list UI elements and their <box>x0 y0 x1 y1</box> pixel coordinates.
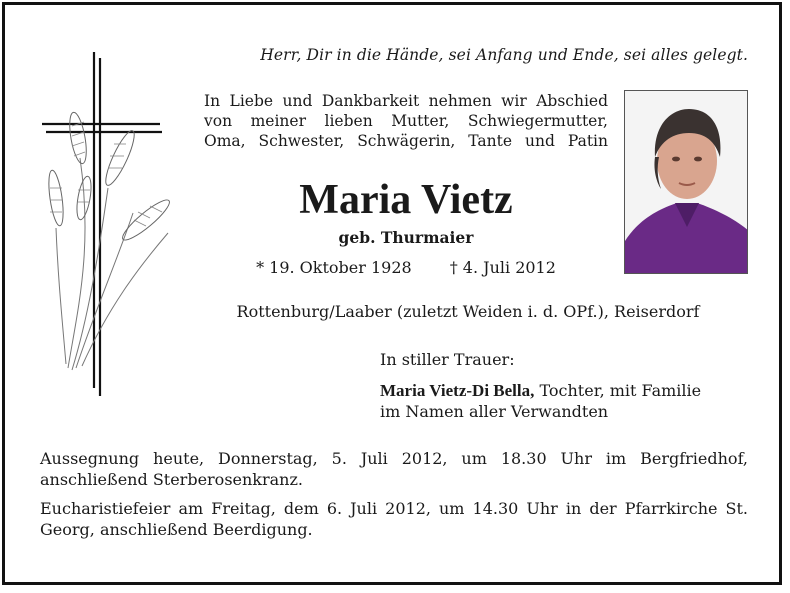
death-date: † 4. Juli 2012 <box>449 258 556 277</box>
mourning-label: In stiller Trauer: <box>380 350 515 369</box>
birth-date: * 19. Oktober 1928 <box>256 258 412 277</box>
maiden-name: geb. Thurmaier <box>338 228 474 247</box>
motto: Herr, Dir in die Hände, sei Anfang und Ende, sei alles gelegt. <box>260 46 748 64</box>
intro-line: In Liebe und Dankbarkeit nehmen wir Abschied <box>204 92 608 110</box>
intro-line: von meiner lieben Mutter, Schwiegermutter, <box>204 112 608 130</box>
intro-text <box>204 91 608 151</box>
funeral-blessing-info: Aussegnung heute, Donnerstag, 5. Juli 2012, um 18.30 Uhr im Bergfriedhof, anschließend Sterberosenkranz. <box>40 449 748 489</box>
mourner-signature <box>380 380 750 422</box>
intro-line: Oma, Schwester, Schwägerin, Tante und Patin <box>204 132 608 150</box>
cross-with-wheat-icon <box>38 48 194 404</box>
mourner-line: im Namen aller Verwandten <box>380 402 609 421</box>
portrait-photo <box>624 90 748 274</box>
places: Rottenburg/Laaber (zuletzt Weiden i. d. OPf.), Reiserdorf <box>236 302 700 321</box>
requiem-mass-info: Eucharistiefeier am Freitag, dem 6. Juli 2012, um 14.30 Uhr in der Pfarrkirche St. Georg, anschließend Beerdigung. <box>40 499 748 539</box>
mourner-name: Maria Vietz-Di Bella, <box>380 381 535 400</box>
mourner-relation: Tochter, mit Familie <box>534 381 702 400</box>
life-dates <box>204 258 608 277</box>
deceased-name: Maria Vietz <box>299 177 513 223</box>
